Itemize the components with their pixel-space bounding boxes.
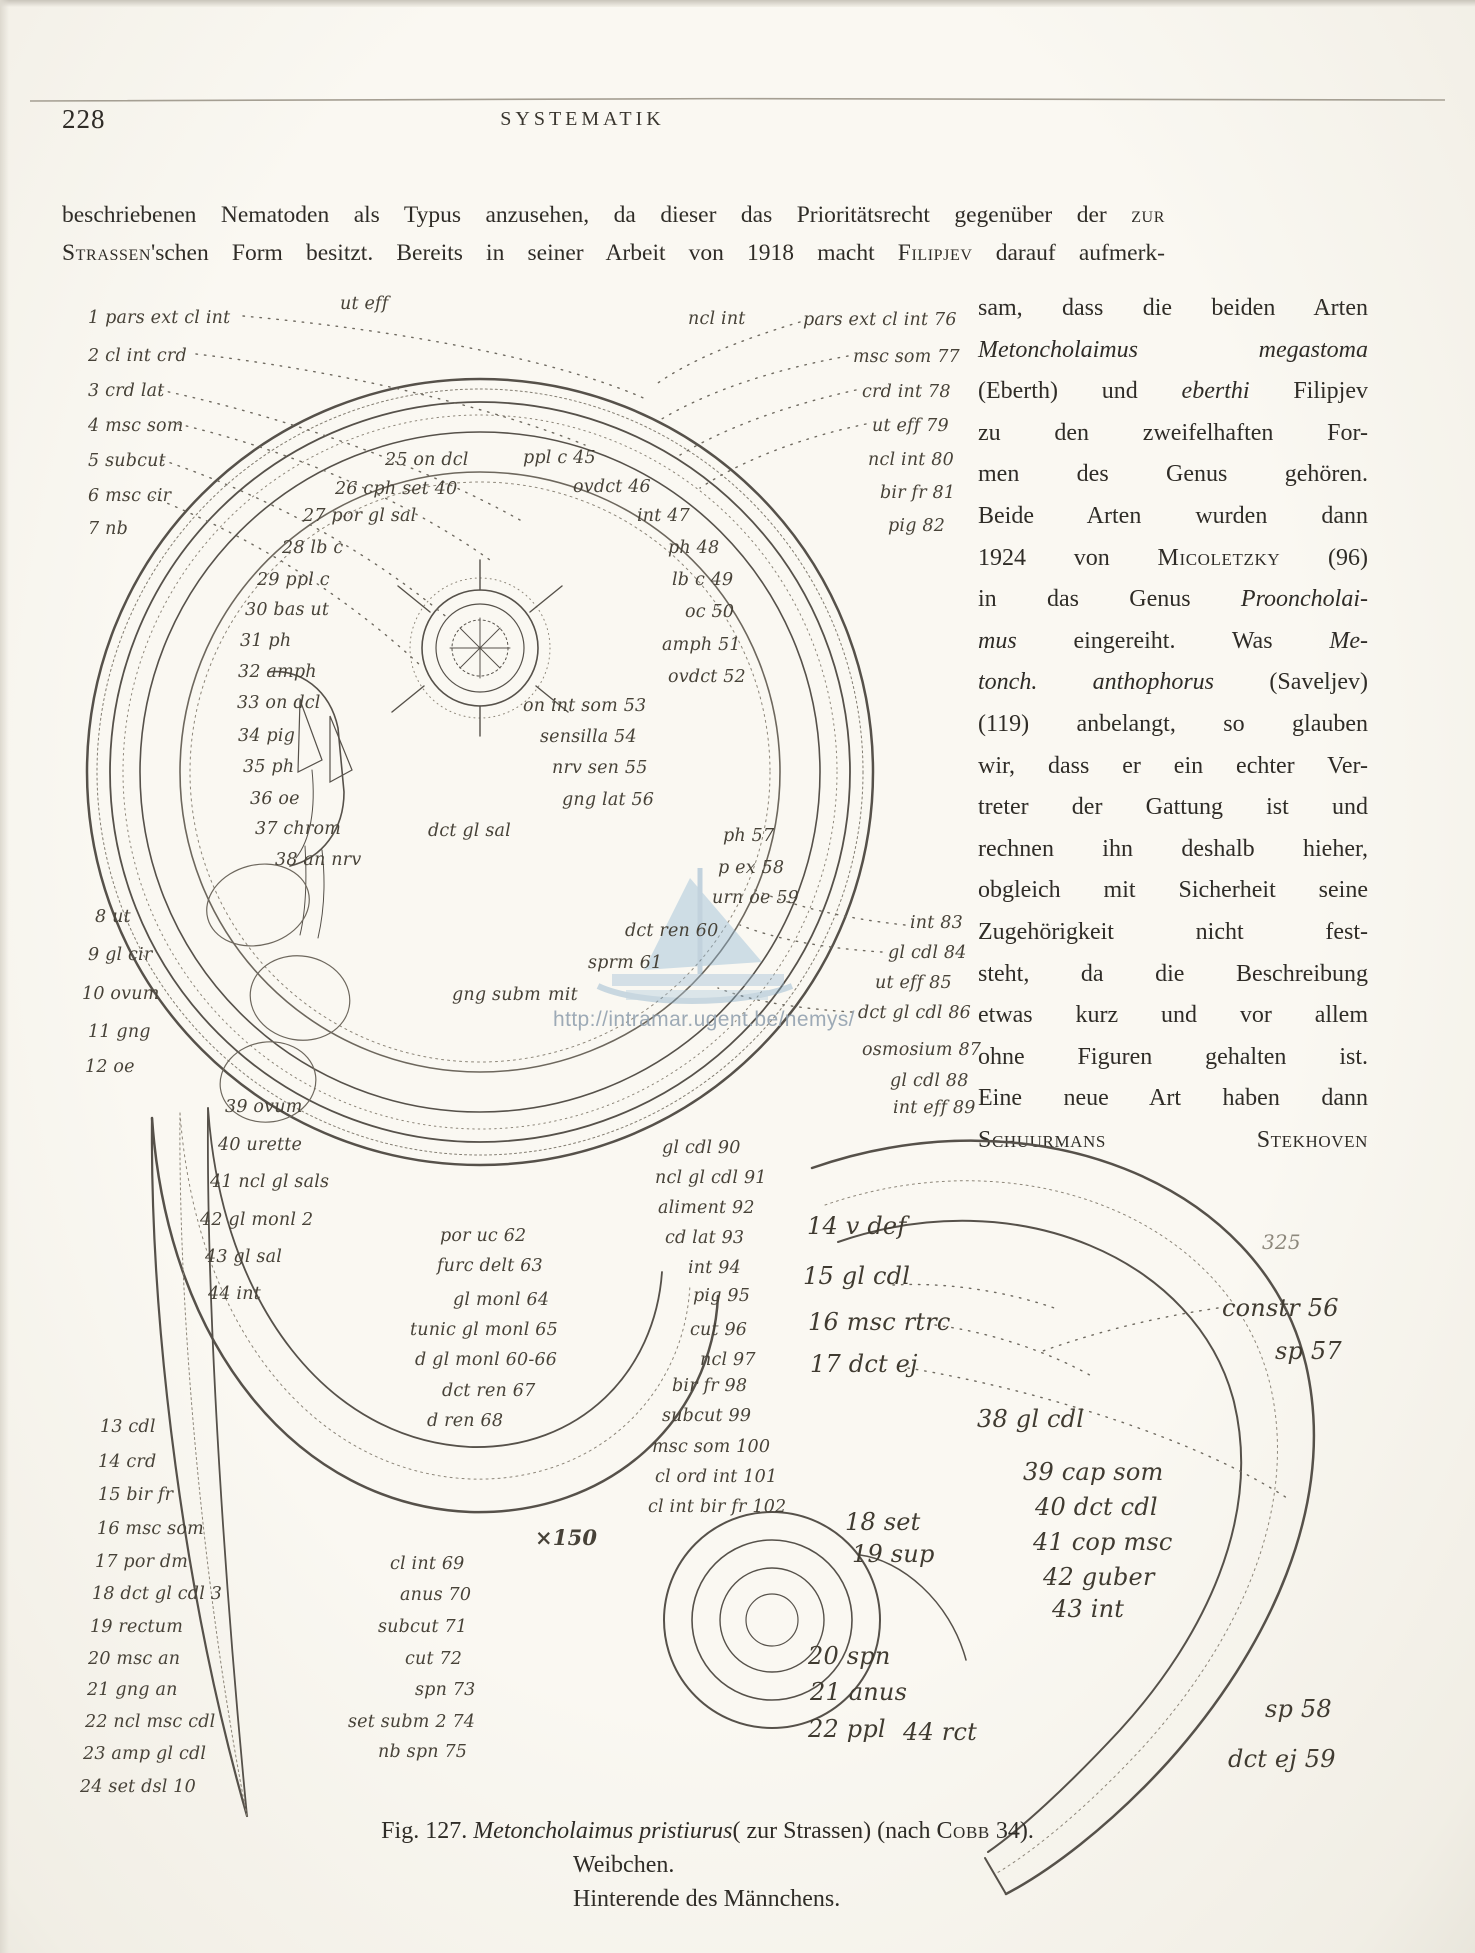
text-segment: Prooncholai- [1240, 586, 1368, 613]
figure-label: int 83 [910, 913, 963, 933]
figure-label: set subm 2 74 [348, 1712, 476, 1732]
figure-label: 5 subcut [88, 451, 166, 471]
figure-label: dct gl cdl 86 [858, 1003, 971, 1023]
figure-label: aliment 92 [658, 1198, 755, 1218]
figure-label: ×150 [535, 1525, 598, 1550]
figure-label: crd int 78 [862, 382, 951, 402]
text-segment: steht, da die Beschreibung [978, 960, 1368, 987]
figure-label: sp 57 [1275, 1337, 1342, 1365]
text-segment: in das Genus [978, 586, 1241, 613]
text-segment: Strassen [62, 240, 151, 266]
text-segment: treter der Gattung ist und [978, 794, 1368, 821]
text-segment: zur [1131, 202, 1165, 228]
figure-label: nb spn 75 [378, 1742, 468, 1762]
figure-label: ut eff [340, 294, 389, 314]
figure-label: ppl c 45 [523, 448, 596, 468]
figure-label: pig 95 [693, 1286, 751, 1306]
figure-label: bir fr 98 [672, 1376, 748, 1396]
figure-label: 32 amph [238, 662, 317, 682]
figure-label: 42 gl monl 2 [200, 1210, 314, 1230]
figure-label: p ex 58 [718, 858, 785, 878]
figure-label: 30 bas ut [245, 600, 330, 620]
figure-label: 14 crd [98, 1452, 157, 1472]
figure-label: 22 ncl msc cdl [85, 1712, 216, 1732]
figure-label: 3 crd lat [88, 381, 165, 401]
figure-label: 17 por dm [95, 1552, 189, 1572]
figure-label: 1 pars ext cl int [88, 308, 231, 328]
text-segment: ohne Figuren gehalten ist. [978, 1043, 1368, 1070]
figure-label: cut 96 [690, 1320, 748, 1340]
figure-label: 39 cap som [1023, 1458, 1164, 1486]
figure-label: ncl 97 [700, 1350, 756, 1370]
figure-label: ut eff 79 [872, 416, 949, 436]
text-segment: (119) anbelangt, so glauben [978, 710, 1368, 737]
figure-label: tunic gl monl 65 [410, 1320, 558, 1340]
figure-label: ph 48 [668, 538, 720, 558]
figure-label: 17 dct ej [810, 1350, 918, 1378]
figure-label: 16 msc rtrc [808, 1308, 951, 1336]
figure-label: ovdct 52 [668, 667, 746, 687]
figure-label: 31 ph [240, 631, 292, 651]
figure-label: gng subm [452, 985, 541, 1005]
figure-label: 37 chrom [255, 819, 341, 839]
text-segment: tonch. anthophorus [978, 669, 1215, 696]
figure-label: 16 msc som [97, 1519, 204, 1539]
figure-label: 11 gng [88, 1022, 151, 1042]
figure-label: 41 cop msc [1033, 1528, 1173, 1556]
figure-label: on int som 53 [523, 696, 647, 716]
figure-label: subcut 71 [378, 1617, 468, 1637]
figure-label: urn oe 59 [712, 888, 799, 908]
text-segment: sam, dass die beiden Arten [978, 295, 1368, 321]
text-segment: zu den zweifelhaften For- [978, 419, 1368, 446]
figure-label: anus 70 [400, 1585, 472, 1605]
figure-label: dct ren 60 [625, 921, 719, 941]
text-segment: Cobb [936, 1818, 990, 1844]
figure-label: cl int bir fr 102 [648, 1497, 787, 1517]
figure-label: gl monl 64 [453, 1290, 550, 1310]
figure-label: cl int 69 [390, 1554, 465, 1574]
figure-label: 28 lb c [282, 538, 344, 558]
figure-label: 44 int [208, 1284, 261, 1304]
figure-label: 43 gl sal [205, 1247, 283, 1267]
figure-label: sprm 61 [588, 953, 663, 973]
text-segment: 1924 von [978, 544, 1158, 571]
figure-label: 4 msc som [88, 416, 184, 436]
figure-label: gl cdl 84 [888, 943, 967, 963]
figure-label: 13 cdl [100, 1417, 156, 1437]
figure-label: 325 [1262, 1230, 1301, 1254]
figure-label: subcut 99 [662, 1406, 752, 1426]
text-segment: Micoletzky [1157, 544, 1281, 571]
figure-label: 40 urette [218, 1135, 303, 1155]
figure-label: 20 spn [808, 1642, 891, 1670]
figure-label: 10 ovum [82, 984, 160, 1004]
figure-label: 15 bir fr [98, 1485, 174, 1505]
figure-label: int eff 89 [893, 1098, 976, 1118]
figure-label: 2 cl int crd [88, 346, 187, 366]
text-segment: mus [978, 627, 1017, 654]
figure-label: furc delt 63 [437, 1256, 543, 1276]
figure-label: 38 gl cdl [977, 1405, 1085, 1433]
figure-label: ovdct 46 [573, 477, 651, 497]
figure-label: 6 msc cir [88, 486, 172, 506]
figure-label: 35 ph [243, 757, 295, 777]
figure-label: 18 dct gl cdl 3 [92, 1584, 223, 1604]
figure-label: 22 ppl [808, 1715, 886, 1743]
text-segment: Metoncholaimus megastoma [978, 336, 1368, 363]
figure-label: 14 v def [807, 1212, 907, 1240]
figure-label: cl ord int 101 [655, 1467, 778, 1487]
text-segment: Filipjev [1249, 378, 1368, 405]
text-segment: darauf aufmerk- [972, 240, 1165, 266]
figure-label: 29 ppl c [257, 570, 330, 590]
text-segment: Zugehörigkeit nicht fest- [978, 918, 1368, 945]
figure-label: 44 rct [903, 1718, 977, 1746]
figure-label: lb c 49 [672, 570, 734, 590]
figure-label: 26 cph set 40 [335, 479, 458, 499]
figure-caption-line3: Hinterende des Männchens. [573, 1886, 841, 1912]
figure-label: gl cdl 88 [890, 1071, 969, 1091]
text-segment: eberthi [1181, 378, 1250, 405]
figure-label: d ren 68 [427, 1411, 504, 1431]
figure-label: cd lat 93 [665, 1228, 745, 1248]
figure-label: ph 57 [723, 826, 775, 846]
figure-label: 24 set dsl 10 [80, 1777, 196, 1797]
figure-label: 21 gng an [87, 1680, 178, 1700]
figure-label: dct ej 59 [1228, 1745, 1336, 1773]
text-segment: rechnen ihn deshalb hieher, [978, 835, 1368, 862]
figure-label: pars ext cl int 76 [803, 310, 957, 330]
figure-label: ncl gl cdl 91 [655, 1168, 767, 1188]
figure-label: 39 ovum [225, 1097, 303, 1117]
figure-label: spn 73 [415, 1680, 476, 1700]
text-segment: beschriebenen Nematoden als Typus anzusehen, da dieser das Prioritätsrecht gegenüber der [62, 202, 1132, 228]
text-segment: 34). [989, 1818, 1034, 1844]
text-segment: Metoncholaimus pristiurus [473, 1818, 733, 1844]
figure-label: osmosium 87 [862, 1040, 982, 1060]
figure-label: 9 gl cir [88, 945, 153, 965]
text-segment: Me- [1329, 627, 1368, 654]
figure-label: amph 51 [662, 635, 741, 655]
figure-label: 34 pig [238, 726, 296, 746]
figure-label: msc som 77 [853, 347, 960, 367]
figure-label: int 94 [688, 1258, 741, 1278]
figure-label: 27 por gl sal [303, 506, 417, 526]
figure-label: 19 sup [852, 1540, 935, 1568]
text-segment: 'schen Form besitzt. Bereits in seiner Arbeit von 1918 macht [151, 240, 898, 266]
figure-label: sp 58 [1265, 1695, 1332, 1723]
text-segment: Schuurmans Stekhoven [978, 1126, 1368, 1153]
page-number: 228 [62, 104, 106, 134]
figure-label: 33 on dcl [237, 693, 321, 713]
figure-label: ncl int 80 [868, 450, 954, 470]
text-segment: (96) [1280, 544, 1368, 571]
text-segment: (Saveljev) [1214, 669, 1369, 696]
text-segment: men des Genus gehören. [978, 461, 1368, 488]
figure-label: 38 an nrv [275, 850, 362, 870]
figure-label: 8 ut [95, 907, 131, 927]
figure-label: int 47 [637, 506, 690, 526]
figure-label: 36 oe [250, 789, 300, 809]
figure-label: msc som 100 [652, 1437, 771, 1457]
figure-label: dct ren 67 [442, 1381, 536, 1401]
figure-label: 20 msc an [88, 1649, 181, 1669]
figure-label: 43 int [1052, 1595, 1125, 1623]
text-segment: etwas kurz und vor allem [978, 1002, 1368, 1029]
figure-label: 15 gl cdl [803, 1262, 911, 1290]
text-segment: obgleich mit Sicherheit seine [978, 877, 1368, 904]
figure-label: 7 nb [88, 519, 128, 539]
figure-label: mit [548, 985, 578, 1005]
figure-label: oc 50 [685, 602, 735, 622]
figure-label: pig 82 [888, 516, 946, 536]
figure-label: 19 rectum [90, 1617, 184, 1637]
figure-label: 25 on dcl [385, 450, 469, 470]
figure-label: constr 56 [1222, 1294, 1339, 1322]
figure-label: sensilla 54 [540, 727, 637, 747]
figure-label: bir fr 81 [880, 483, 956, 503]
watermark-url: http://intramar.ugent.be/nemys/ [553, 1008, 855, 1031]
figure-label: gl cdl 90 [662, 1138, 741, 1158]
text-segment: Filipjev [897, 240, 973, 266]
figure-label: nrv sen 55 [552, 758, 648, 778]
text-segment: (Eberth) und [978, 378, 1182, 405]
figure-label: 21 anus [810, 1678, 908, 1706]
text-segment: eingereiht. Was [1016, 627, 1330, 654]
running-header: SYSTEMATIK [500, 108, 665, 130]
figure-label: 18 set [845, 1508, 921, 1536]
text-segment: Fig. 127. [381, 1818, 474, 1844]
figure-label: cut 72 [405, 1649, 463, 1669]
figure-label: ncl int [688, 309, 746, 329]
figure-label: por uc 62 [440, 1226, 527, 1246]
text-segment: ( zur Strassen) (nach [732, 1818, 937, 1844]
figure-label: 40 dct cdl [1035, 1493, 1158, 1521]
figure-caption-line2: Weibchen. [573, 1852, 675, 1878]
figure-label: d gl monl 60-66 [415, 1350, 558, 1370]
figure-label: gng lat 56 [562, 790, 655, 810]
text-segment: Eine neue Art haben dann [978, 1085, 1368, 1112]
figure-label: ut eff 85 [875, 973, 952, 993]
figure-caption [255, 1818, 1160, 1845]
figure-label: dct gl sal [428, 821, 511, 841]
figure-label: 42 guber [1043, 1563, 1155, 1591]
figure-label: 23 amp gl cdl [83, 1744, 207, 1764]
text-segment: wir, dass er ein echter Ver- [978, 752, 1368, 779]
figure-label: 41 ncl gl sals [210, 1172, 330, 1192]
figure-label: 12 oe [85, 1057, 135, 1077]
text-segment: Beide Arten wurden dann [978, 502, 1368, 529]
